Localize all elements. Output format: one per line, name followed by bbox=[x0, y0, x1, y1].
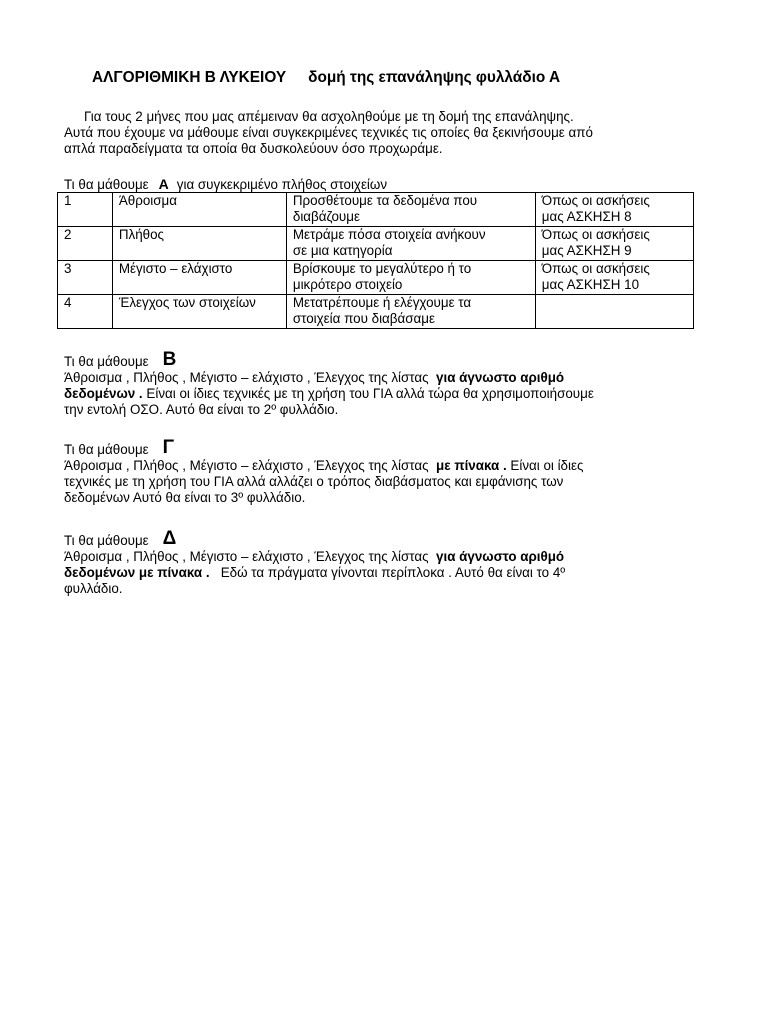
techniques-table bbox=[57, 192, 694, 329]
section-d-prefix: Τι θα μάθουμε bbox=[64, 533, 149, 548]
section-c-line-1-text: Άθροισμα , Πλήθος , Μέγιστο – ελάχιστο , Έλεγχος της λίστας bbox=[64, 458, 429, 473]
exercise-reference bbox=[535, 295, 693, 329]
section-d-line-1-bold: για άγνωστο αριθμό bbox=[436, 549, 565, 564]
row-number bbox=[58, 295, 113, 329]
section-b-line-1-text: Άθροισμα , Πλήθος , Μέγιστο – ελάχιστο , Έλεγχος της λίστας bbox=[64, 370, 429, 385]
section-d-line-3: φυλλάδιο. bbox=[64, 581, 123, 596]
technique-name-line: Άθροισμα bbox=[118, 193, 177, 208]
row-number-line: 1 bbox=[64, 193, 72, 208]
section-c-line-3: δεδομένων Αυτό θα είναι το 3º φυλλάδιο. bbox=[64, 490, 306, 505]
section-b-letter: Β bbox=[162, 349, 177, 370]
exercise-reference bbox=[535, 227, 693, 261]
exercise-reference bbox=[535, 193, 693, 227]
exercise-reference-line: Όπως οι ασκήσεις bbox=[541, 261, 650, 276]
section-a-letter: Α bbox=[158, 176, 169, 192]
row-number-line: 4 bbox=[64, 295, 72, 310]
technique-description bbox=[286, 227, 535, 261]
section-a-heading bbox=[64, 176, 387, 193]
section-c-line-1 bbox=[64, 458, 704, 474]
exercise-reference-line bbox=[542, 311, 690, 327]
section-c-line-2: τεχνικές με τη χρήση του ΓΙΑ αλλά αλλάζει ο τρόπος διαβάσματος και εμφάνισης των bbox=[64, 474, 564, 489]
section-b-prefix: Τι θα μάθουμε bbox=[64, 354, 149, 369]
section-d-line-1 bbox=[64, 549, 704, 565]
section-a-suffix: για συγκεκριμένο πλήθος στοιχείων bbox=[176, 177, 388, 192]
technique-description-line: Προσθέτουμε τα δεδομένα που bbox=[292, 193, 478, 208]
technique-name bbox=[112, 261, 286, 295]
technique-description-line: Βρίσκουμε το μεγαλύτερο ή το bbox=[292, 261, 472, 276]
section-c-letter: Γ bbox=[162, 437, 175, 458]
technique-description-line: Μετράμε πόσα στοιχεία ανήκουν bbox=[292, 227, 486, 242]
technique-description-line: σε μια κατηγορία bbox=[292, 243, 393, 258]
row-number bbox=[58, 261, 113, 295]
intro-line-2: Αυτά που έχουμε να μάθουμε είναι συγκεκριμένες τεχνικές τις οποίες θα ξεκινήσουμε από bbox=[64, 125, 593, 140]
table-row bbox=[58, 193, 694, 227]
section-d-heading bbox=[64, 528, 704, 549]
section-b-line-2-bold: δεδομένων . bbox=[64, 386, 143, 401]
title-right: δομή της επανάληψης φυλλάδιο Α bbox=[308, 69, 561, 86]
section-b bbox=[64, 349, 704, 418]
section-b-line-2-text: Είναι οι ίδιες τεχνικές με τη χρήση του ΓΙΑ αλλά τώρα θα χρησιμοποιήσουμε bbox=[146, 386, 594, 401]
table-row bbox=[58, 261, 694, 295]
section-d-line-1-text: Άθροισμα , Πλήθος , Μέγιστο – ελάχιστο , Έλεγχος της λίστας bbox=[64, 549, 429, 564]
row-number-line: 3 bbox=[64, 261, 72, 276]
section-b-line-3: την εντολή ΟΣΟ. Αυτό θα είναι το 2º φυλλάδιο. bbox=[64, 402, 339, 417]
table-row bbox=[58, 227, 694, 261]
section-d-line-2-text: Εδώ τα πράγματα γίνονται περίπλοκα . Αυτό θα είναι το 4º bbox=[220, 565, 566, 580]
technique-description bbox=[286, 295, 535, 329]
section-b-heading bbox=[64, 349, 704, 370]
row-number-line: 2 bbox=[64, 227, 72, 242]
section-a-prefix: Τι θα μάθουμε bbox=[64, 177, 149, 192]
intro-line-3: απλά παραδείγματα τα οποία θα δυσκολεύουν όσο προχωράμε. bbox=[64, 141, 443, 156]
section-d-line-2 bbox=[64, 565, 704, 581]
row-number bbox=[58, 193, 113, 227]
section-c-line-1-tail: Είναι οι ίδιες bbox=[510, 458, 584, 473]
table-row bbox=[58, 295, 694, 329]
exercise-reference-line: Όπως οι ασκήσεις bbox=[541, 227, 650, 242]
intro-paragraph bbox=[64, 109, 704, 157]
document-title bbox=[92, 69, 732, 87]
exercise-reference-line: Όπως οι ασκήσεις bbox=[541, 193, 650, 208]
technique-name-line: Πλήθος bbox=[118, 227, 165, 242]
technique-name bbox=[112, 295, 286, 329]
title-left: ΑΛΓΟΡΙΘΜΙΚΗ Β ΛΥΚΕΙΟΥ bbox=[92, 69, 287, 86]
row-number bbox=[58, 227, 113, 261]
exercise-reference bbox=[535, 261, 693, 295]
section-c bbox=[64, 437, 704, 506]
section-c-line-1-bold: με πίνακα . bbox=[436, 458, 507, 473]
technique-description bbox=[286, 261, 535, 295]
exercise-reference-line bbox=[542, 295, 690, 311]
technique-description-line: στοιχεία που διαβάσαμε bbox=[292, 311, 435, 326]
section-c-heading bbox=[64, 437, 704, 458]
technique-name-line: Έλεγχος των στοιχείων bbox=[118, 295, 256, 310]
section-d-line-2-bold: δεδομένων με πίνακα . bbox=[64, 565, 210, 580]
exercise-reference-line: μας ΑΣΚΗΣΗ 9 bbox=[541, 243, 632, 258]
technique-description-line: μικρότερο στοιχείο bbox=[292, 277, 403, 292]
exercise-reference-line: μας ΑΣΚΗΣΗ 10 bbox=[541, 277, 640, 292]
section-d bbox=[64, 528, 704, 597]
technique-name bbox=[112, 227, 286, 261]
exercise-reference-line: μας ΑΣΚΗΣΗ 8 bbox=[541, 209, 632, 224]
technique-name bbox=[112, 193, 286, 227]
intro-line-1: Για τους 2 μήνες που μας απέμειναν θα ασχοληθούμε με τη δομή της επανάληψης. bbox=[84, 109, 574, 124]
section-c-prefix: Τι θα μάθουμε bbox=[64, 442, 149, 457]
technique-description-line: Μετατρέπουμε ή ελέγχουμε τα bbox=[292, 295, 472, 310]
technique-name-line: Μέγιστο – ελάχιστο bbox=[118, 261, 233, 276]
section-b-line-1-bold: για άγνωστο αριθμό bbox=[436, 370, 565, 385]
technique-description-line: διαβάζουμε bbox=[292, 209, 360, 224]
section-b-line-1 bbox=[64, 370, 704, 386]
section-b-line-2 bbox=[64, 386, 704, 402]
section-d-letter: Δ bbox=[162, 528, 177, 549]
technique-description bbox=[286, 193, 535, 227]
